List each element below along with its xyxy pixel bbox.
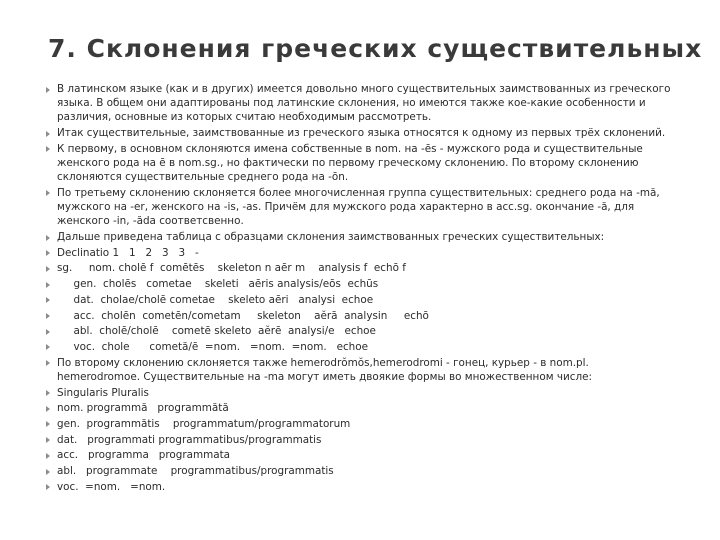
bullet-item [46, 324, 671, 338]
bullet-text: Итак существительные, заимствованные из греческого языка относятся к одному из первых трёх склонений. [57, 127, 666, 140]
bullet-icon [46, 131, 50, 137]
bullet-icon [46, 421, 50, 427]
bullet-icon [46, 453, 50, 459]
bullet-text: sg. nom. cholē f comētēs skeleton n aēr m analysis f echō f [57, 262, 406, 275]
bullet-item [46, 448, 671, 462]
bullet-item [46, 340, 671, 354]
bullet-text: gen. programmătis programmatum/programmatorum [57, 417, 351, 430]
bullet-text: nom. programmă programmătă [57, 402, 229, 415]
bullet-text: Singularis Pluralis [57, 386, 149, 399]
bullet-text: voc. chole cometă/ē =nom. =nom. =nom. echoe [57, 340, 369, 353]
bullet-item [46, 246, 671, 260]
bullet-text: Declinatio 1 1 2 3 3 - [57, 246, 199, 259]
bullet-item [46, 309, 671, 323]
bullet-text: abl. cholē/cholē cometē skeleto aĕrē analysi/e echoe [57, 325, 376, 338]
bullet-item [46, 417, 671, 431]
bullet-icon [46, 190, 50, 196]
bullet-item [46, 401, 671, 415]
bullet-item [46, 433, 671, 447]
bullet-icon [46, 329, 50, 335]
bullet-text: gen. cholēs cometae skeleti aēris analysis/eōs echūs [57, 278, 379, 291]
bullet-icon [46, 390, 50, 396]
bullet-icon [46, 250, 50, 256]
bullet-icon [46, 360, 50, 366]
bullet-list [46, 82, 671, 495]
bullet-text: dat. programmati programmatibus/programmatis [57, 433, 322, 446]
bullet-item [46, 142, 671, 185]
bullet-text: acc. cholēn cometēn/cometam skeleton aĕrā analysin echō [57, 309, 429, 322]
bullet-item [46, 82, 671, 125]
bullet-icon [46, 87, 50, 93]
bullet-icon [46, 266, 50, 272]
bullet-text: К первому, в основном склоняются имена собственные в nom. на -ēs - мужского рода и существительные женского рода на ē в nom.sg., но фактически по первому греческому склонению. По второму склонению склоняются существительные среднего рода на -ōn. [57, 142, 643, 184]
bullet-icon [46, 406, 50, 412]
bullet-icon [46, 484, 50, 490]
bullet-item [46, 464, 671, 478]
bullet-text: acc. programma programmata [57, 449, 231, 462]
bullet-icon [46, 297, 50, 303]
bullet-icon [46, 437, 50, 443]
bullet-text: abl. programmate programmatibus/programmatis [57, 465, 334, 478]
bullet-icon [46, 282, 50, 288]
bullet-item [46, 356, 671, 384]
bullet-item [46, 261, 671, 275]
bullet-icon [46, 313, 50, 319]
bullet-icon [46, 146, 50, 152]
bullet-text: voc. =nom. =nom. [57, 480, 166, 493]
bullet-item [46, 230, 671, 244]
bullet-text: dat. cholae/cholē cometae skeleto aēri analysi echoe [57, 293, 374, 306]
bullet-item [46, 277, 671, 291]
bullet-item [46, 186, 671, 229]
bullet-text: Дальше приведена таблица с образцами склонения заимствованных греческих существительных: [57, 231, 605, 244]
bullet-item [46, 386, 671, 400]
bullet-icon [46, 344, 50, 350]
bullet-icon [46, 235, 50, 241]
slide-title: 7. Склонения греческих существительных [48, 34, 703, 63]
bullet-icon [46, 469, 50, 475]
bullet-item [46, 480, 671, 494]
bullet-item [46, 126, 671, 140]
bullet-text: В латинском языке (как и в других) имеется довольно много существительных заимствованных из греческого языка. В общем они адаптированы под латинские склонения, но имеются также кое-какие особенности и различия, основные из которых считаю необходимым рассмотреть. [57, 83, 671, 124]
bullet-item [46, 293, 671, 307]
bullet-text: По третьему склонению склоняется более многочисленная группа существительных: среднего рода на -mă, мужского на -er, женского на -is, -as. Причём для мужского рода характерно в acc.sg. окончание -ă, для женского -in, -ăda соответсвенно. [57, 186, 660, 228]
bullet-text: По второму склонению склоняется также hemerodrŏmŏs,hemerodromi - гонец, курьер - в nom.pl. hemerodromoe. Существительные на -ma могут иметь двоякие формы во множественном числе: [57, 356, 592, 383]
